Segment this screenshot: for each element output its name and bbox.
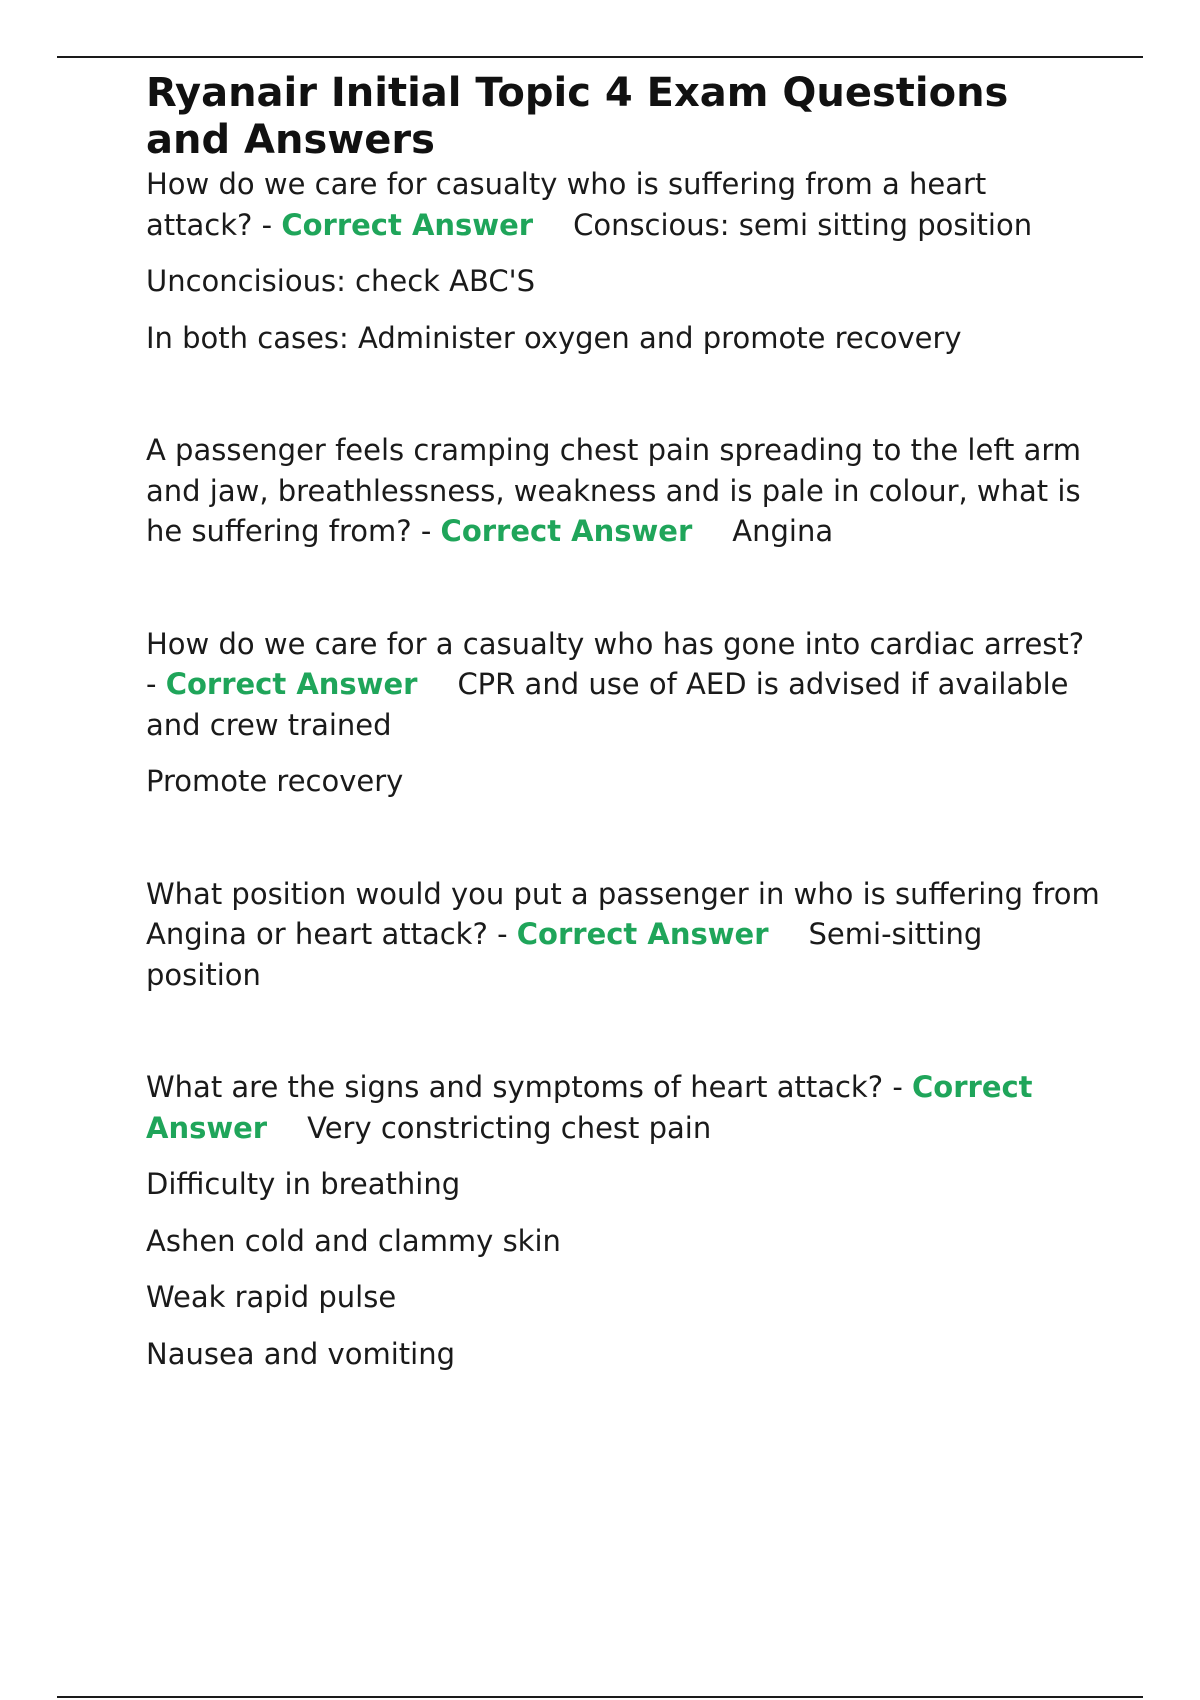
qa-list: [146, 164, 1101, 1374]
answer-text: Conscious: semi sitting position: [573, 207, 1033, 242]
answer-line: Weak rapid pulse: [146, 1280, 397, 1314]
qa-item: [146, 624, 1101, 802]
qa-item: [146, 164, 1101, 358]
document-title: Ryanair Initial Topic 4 Exam Questions and Answers: [146, 70, 1009, 163]
question-line: [146, 1067, 1101, 1148]
question-text: A passenger feels cramping chest pain spreading to the left arm and jaw, breathlessness, weakness and is pale in colour, what is he suffering from?: [146, 433, 1082, 548]
correct-answer-label: Correct Answer: [516, 917, 769, 951]
question-separator: -: [487, 917, 517, 951]
answer-line: Nausea and vomiting: [146, 1336, 455, 1371]
correct-answer-label: Correct Answer: [281, 207, 534, 242]
question-line: [146, 430, 1101, 552]
qa-item: [146, 430, 1101, 552]
question-text: How do we care for casualty who is suffering from a heart attack?: [146, 167, 987, 242]
answer-text: Angina: [732, 514, 834, 548]
answer-line: Difficulty in breathing: [146, 1167, 461, 1201]
question-text: How do we care for a casualty who has gone into cardiac arrest?: [146, 626, 1085, 661]
question-separator: -: [411, 514, 441, 548]
answer-text: Semi-sitting position: [146, 917, 983, 992]
bottom-rule: [57, 1696, 1143, 1698]
answer-text: CPR and use of AED is advised if available and crew trained: [146, 667, 1069, 742]
correct-answer-label: Correct Answer: [146, 1070, 1033, 1145]
question-line: [146, 164, 1101, 245]
correct-answer-label: Correct Answer: [165, 667, 418, 701]
question-separator: -: [146, 667, 166, 701]
question-text: What are the signs and symptoms of heart attack?: [146, 1070, 884, 1104]
answer-text: Very constricting chest pain: [307, 1110, 712, 1145]
correct-answer-label: Correct Answer: [440, 514, 693, 548]
question-separator: -: [252, 207, 282, 242]
document-body: [146, 70, 1101, 1374]
question-line: [146, 874, 1101, 996]
answer-line: Unconcisious: check ABC'S: [146, 264, 536, 298]
question-line: [146, 624, 1101, 746]
question-separator: -: [883, 1070, 913, 1104]
qa-item: [146, 1067, 1101, 1374]
top-rule: [57, 56, 1143, 58]
question-text: What position would you put a passenger in who is suffering from Angina or heart attack?: [146, 876, 1100, 951]
answer-line: Promote recovery: [146, 764, 404, 798]
qa-item: [146, 874, 1101, 996]
answer-line: In both cases: Administer oxygen and promote recovery: [146, 320, 962, 355]
answer-line: Ashen cold and clammy skin: [146, 1223, 561, 1258]
